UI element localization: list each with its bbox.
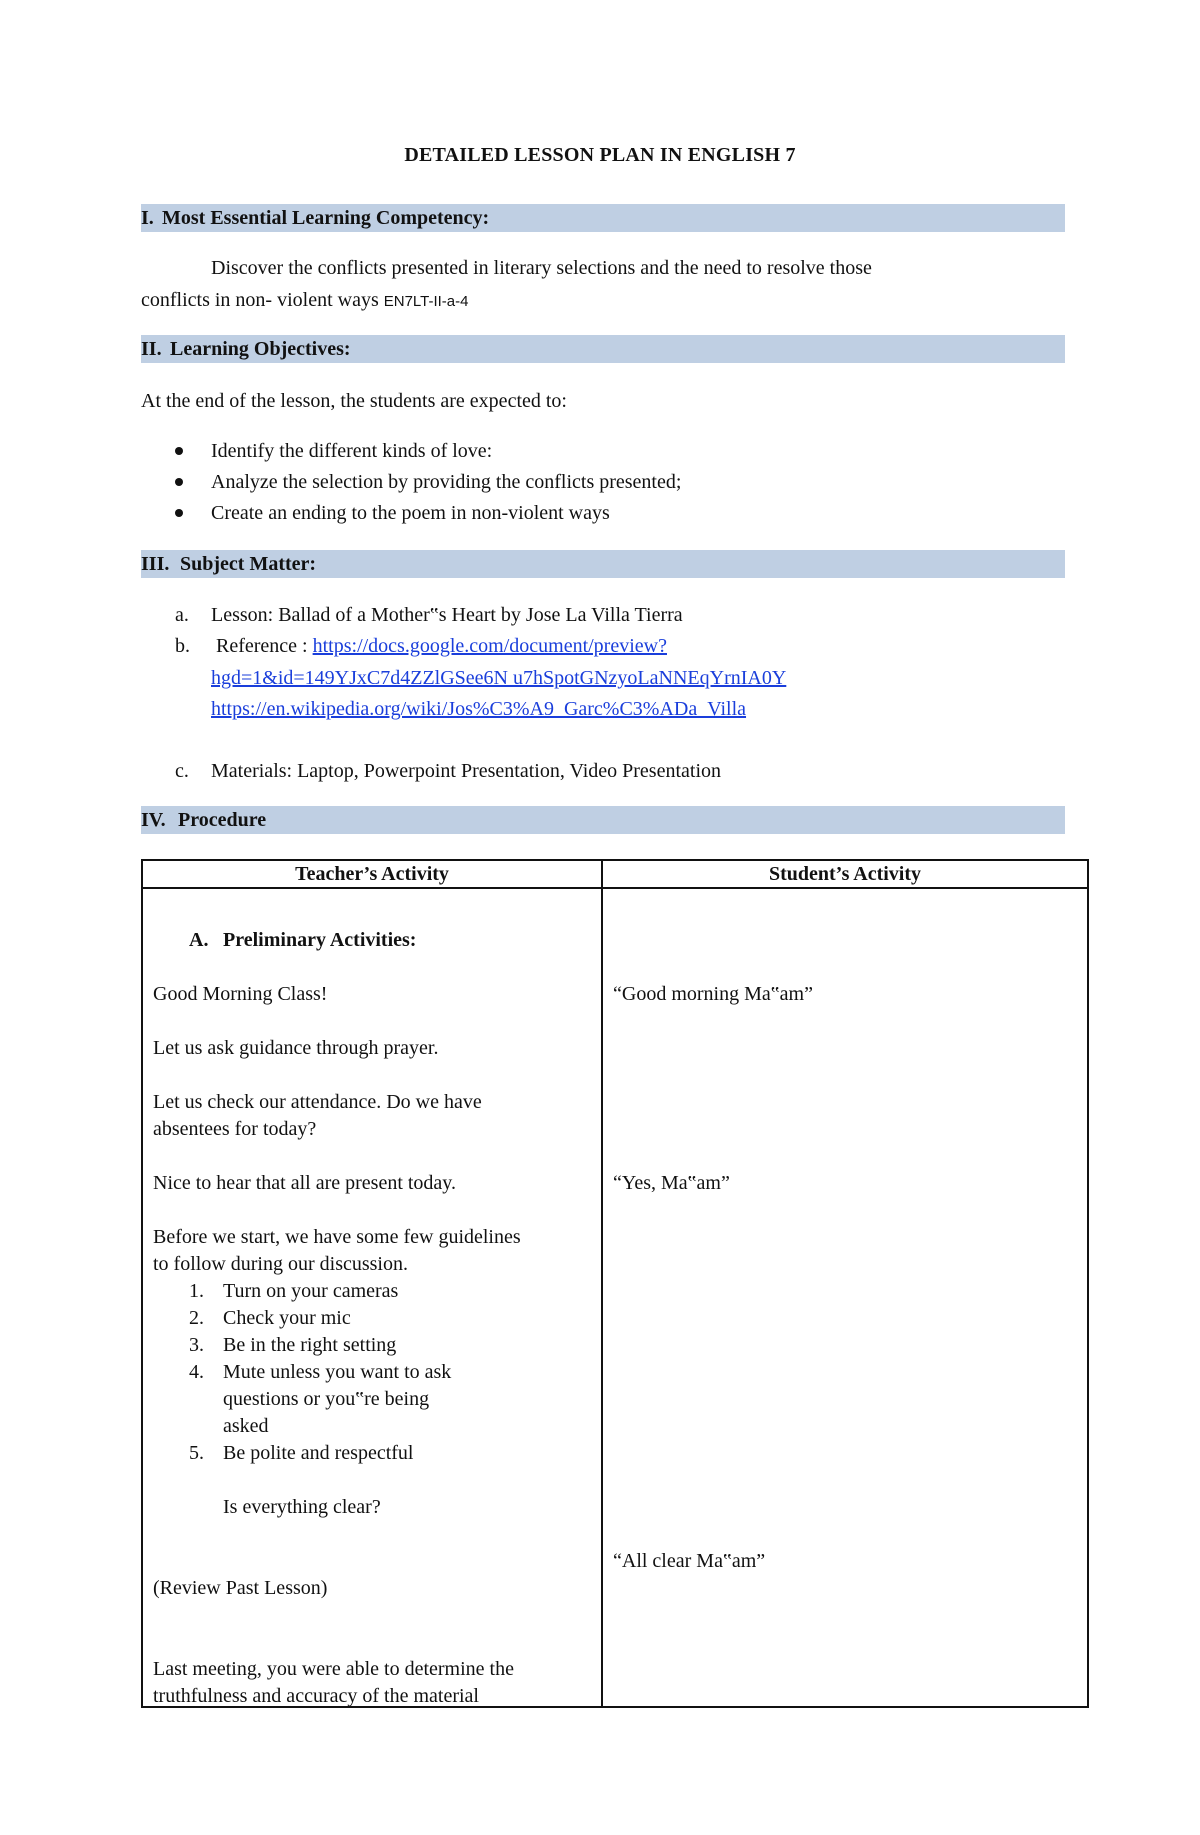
teacher-activity-cell [142,888,602,1707]
list-marker: b. [175,635,190,657]
teacher-line: absentees for today? [153,1118,317,1140]
teacher-line: Good Morning Class! [153,983,328,1005]
student-response: “All clear Ma‟am” [613,1550,766,1572]
bullet-icon [175,447,183,455]
competency-code: EN7LT-II-a-4 [383,293,469,310]
objective-item: Analyze the selection by providing the conflicts presented; [211,471,682,493]
lesson-text: Lesson: Ballad of a Mother‟s Heart by Jose La Villa Tierra [211,604,683,626]
teacher-line: to follow during our discussion. [153,1253,408,1275]
student-activity-header: Student’s Activity [602,860,1088,888]
section-number: II. [141,338,162,360]
rule-number: 2. [189,1307,204,1329]
section-highlight [141,806,1065,834]
teacher-activity-header: Teacher’s Activity [142,860,602,888]
rule-text: Be polite and respectful [223,1442,414,1464]
list-marker: a. [175,604,189,626]
section-heading-competency: Most Essential Learning Competency: [162,207,490,229]
rule-text: Be in the right setting [223,1334,397,1356]
reference-link-1-continued[interactable]: hgd=1&id=149YJxC7d4ZZlGSee6N u7hSpotGNzyoLaNNEqYrnIA0Y [211,667,787,689]
competency-line-2 [141,285,468,317]
objectives-intro: At the end of the lesson, the students are expected to: [141,390,567,412]
rule-text: questions or you‟re being [223,1388,430,1410]
list-marker: c. [175,760,189,782]
rule-number: 1. [189,1280,204,1302]
list-marker: A. [189,929,209,951]
rule-number: 5. [189,1442,204,1464]
section-heading-procedure: Procedure [178,809,267,831]
teacher-line: Let us ask guidance through prayer. [153,1037,439,1059]
section-heading-subject-matter: Subject Matter: [180,553,317,575]
section-number: III. [141,553,170,575]
section-number: I. [141,207,154,229]
teacher-line: (Review Past Lesson) [153,1577,328,1599]
reference-line [216,631,667,662]
rule-number: 4. [189,1361,204,1383]
rule-text: Turn on your cameras [223,1280,399,1302]
teacher-line: Last meeting, you were able to determine the [153,1658,514,1680]
bullet-icon [175,478,183,486]
procedure-table [141,859,1089,1708]
document-title: DETAILED LESSON PLAN IN ENGLISH 7 [404,144,796,166]
rule-number: 3. [189,1334,204,1356]
rule-text: Mute unless you want to ask [223,1361,452,1383]
student-response: “Yes, Ma‟am” [613,1172,730,1194]
bullet-icon [175,509,183,517]
rule-text: asked [223,1415,269,1437]
rule-text: Check your mic [223,1307,351,1329]
objective-item: Identify the different kinds of love: [211,440,493,462]
materials-text: Materials: Laptop, Powerpoint Presentation, Video Presentation [211,760,721,782]
competency-line-1: Discover the conflicts presented in literary selections and the need to resolve those [211,257,872,279]
section-number: IV. [141,809,166,831]
teacher-line: Nice to hear that all are present today. [153,1172,457,1194]
reference-label: Reference : [216,635,308,657]
student-activity-cell [602,888,1088,1707]
section-heading-objectives: Learning Objectives: [170,338,351,360]
reference-link-1[interactable]: https://docs.google.com/document/preview? [312,635,667,657]
preliminary-heading: Preliminary Activities: [223,929,417,951]
reference-link-2[interactable]: https://en.wikipedia.org/wiki/Jos%C3%A9_Garc%C3%ADa_Villa [211,698,747,720]
teacher-line: Is everything clear? [223,1496,381,1518]
competency-text: conflicts in non- violent ways [141,289,379,311]
student-response: “Good morning Ma‟am” [613,983,813,1005]
teacher-line: truthfulness and accuracy of the material [153,1685,479,1707]
teacher-line: Let us check our attendance. Do we have [153,1091,482,1113]
teacher-line: Before we start, we have some few guidelines [153,1226,521,1248]
objective-item: Create an ending to the poem in non-violent ways [211,502,610,524]
